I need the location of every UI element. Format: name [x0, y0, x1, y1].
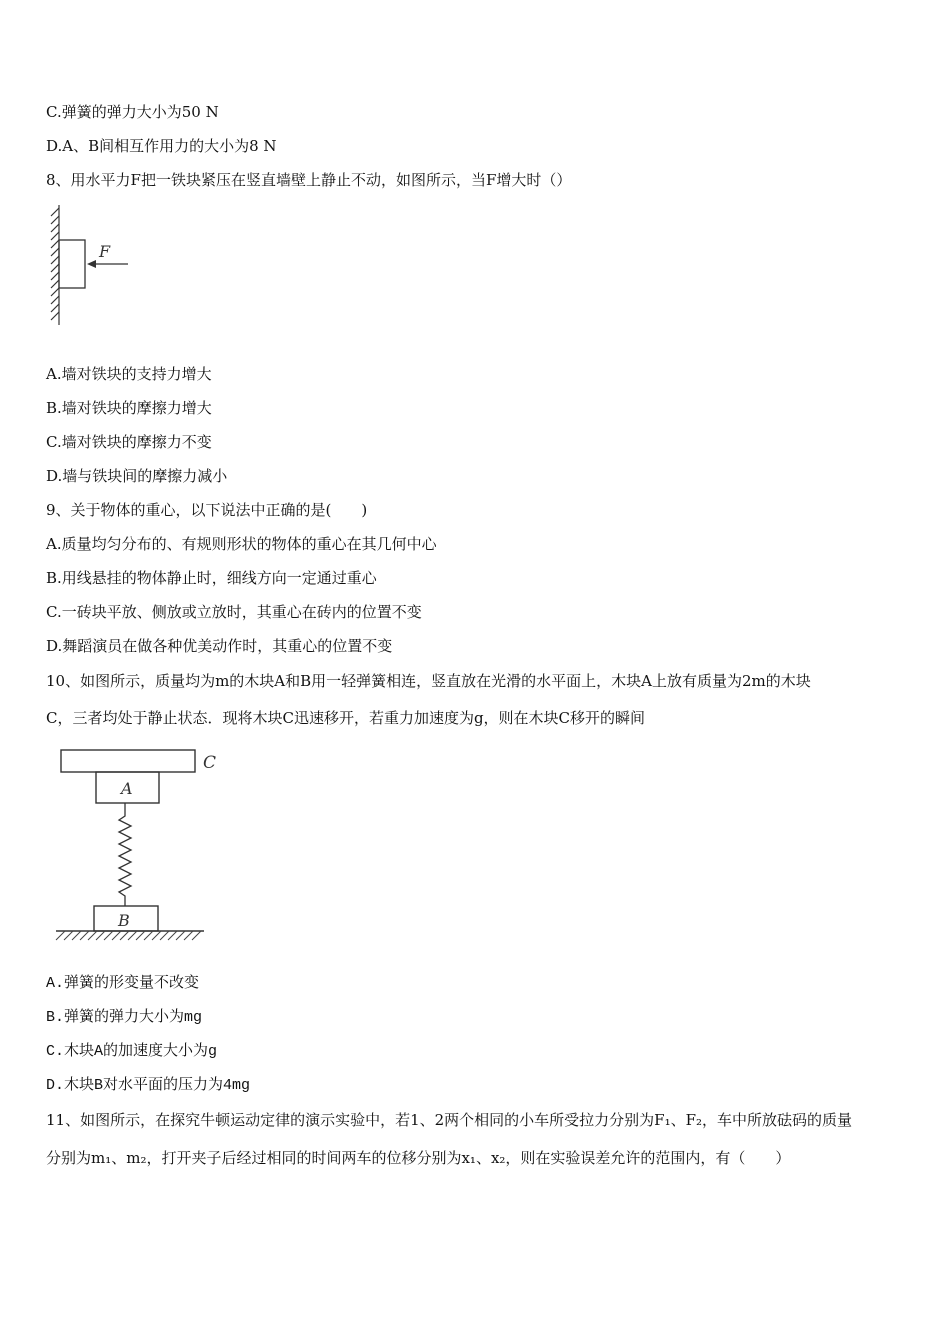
q11-stem-line-1: 11、如图所示，在探究牛顿运动定律的演示实验中，若1、2两个相同的小车所受拉力分别为F₁、F₂，车中所放砝码的质量 — [46, 1111, 853, 1129]
q7-option-c: C.弹簧的弹力大小为50 N — [46, 103, 219, 121]
q7-option-d: D.A、B间相互作用力的大小为8 N — [46, 137, 277, 155]
spring-blocks-figure — [46, 744, 246, 949]
force-arrowhead — [87, 260, 96, 268]
q8-option-c: C.墙对铁块的摩擦力不变 — [46, 433, 212, 451]
block-c-label: C — [203, 753, 217, 773]
q10-option-a: A.弹簧的形变量不改变 — [46, 975, 200, 992]
ground-hatching — [56, 931, 201, 940]
block-c — [61, 750, 195, 772]
spring — [119, 803, 131, 906]
wall-hatching — [51, 205, 59, 325]
force-label: F — [99, 242, 111, 261]
q10-stem-line-2: C，三者均处于静止状态．现将木块C迅速移开，若重力加速度为g，则在木块C移开的瞬间 — [46, 709, 646, 727]
wall-iron-block-figure — [46, 200, 146, 330]
q8-option-a: A.墙对铁块的支持力增大 — [46, 365, 212, 383]
q9-option-c: C.一砖块平放、侧放或立放时，其重心在砖内的位置不变 — [46, 603, 422, 621]
q9-stem: 9、关于物体的重心，以下说法中正确的是( ) — [46, 501, 368, 519]
q8-stem: 8、用水平力F把一铁块紧压在竖直墙壁上静止不动，如图所示，当F增大时（） — [46, 171, 572, 189]
q10-option-d: D.木块B对水平面的压力为4mg — [46, 1077, 251, 1094]
q8-option-b: B.墙对铁块的摩擦力增大 — [46, 399, 212, 417]
q8-option-d: D.墙与铁块间的摩擦力减小 — [46, 467, 228, 485]
q9-option-a: A.质量均匀分布的、有规则形状的物体的重心在其几何中心 — [46, 535, 437, 553]
block-a-label: A — [121, 779, 133, 798]
block-b-label: B — [118, 911, 130, 930]
q9-option-b: B.用线悬挂的物体静止时，细线方向一定通过重心 — [46, 569, 377, 587]
iron-block — [59, 240, 85, 288]
q11-stem-line-2: 分别为m₁、m₂，打开夹子后经过相同的时间两车的位移分别为x₁、x₂，则在实验误差允许的范围内，有（ ） — [46, 1149, 791, 1167]
q10-stem-line-1: 10、如图所示，质量均为m的木块A和B用一轻弹簧相连，竖直放在光滑的水平面上，木块A上放有质量为2m的木块 — [46, 672, 811, 690]
q10-option-b: B.弹簧的弹力大小为mg — [46, 1009, 203, 1026]
q10-option-c: C.木块A的加速度大小为g — [46, 1043, 218, 1060]
q9-option-d: D.舞蹈演员在做各种优美动作时，其重心的位置不变 — [46, 637, 393, 655]
